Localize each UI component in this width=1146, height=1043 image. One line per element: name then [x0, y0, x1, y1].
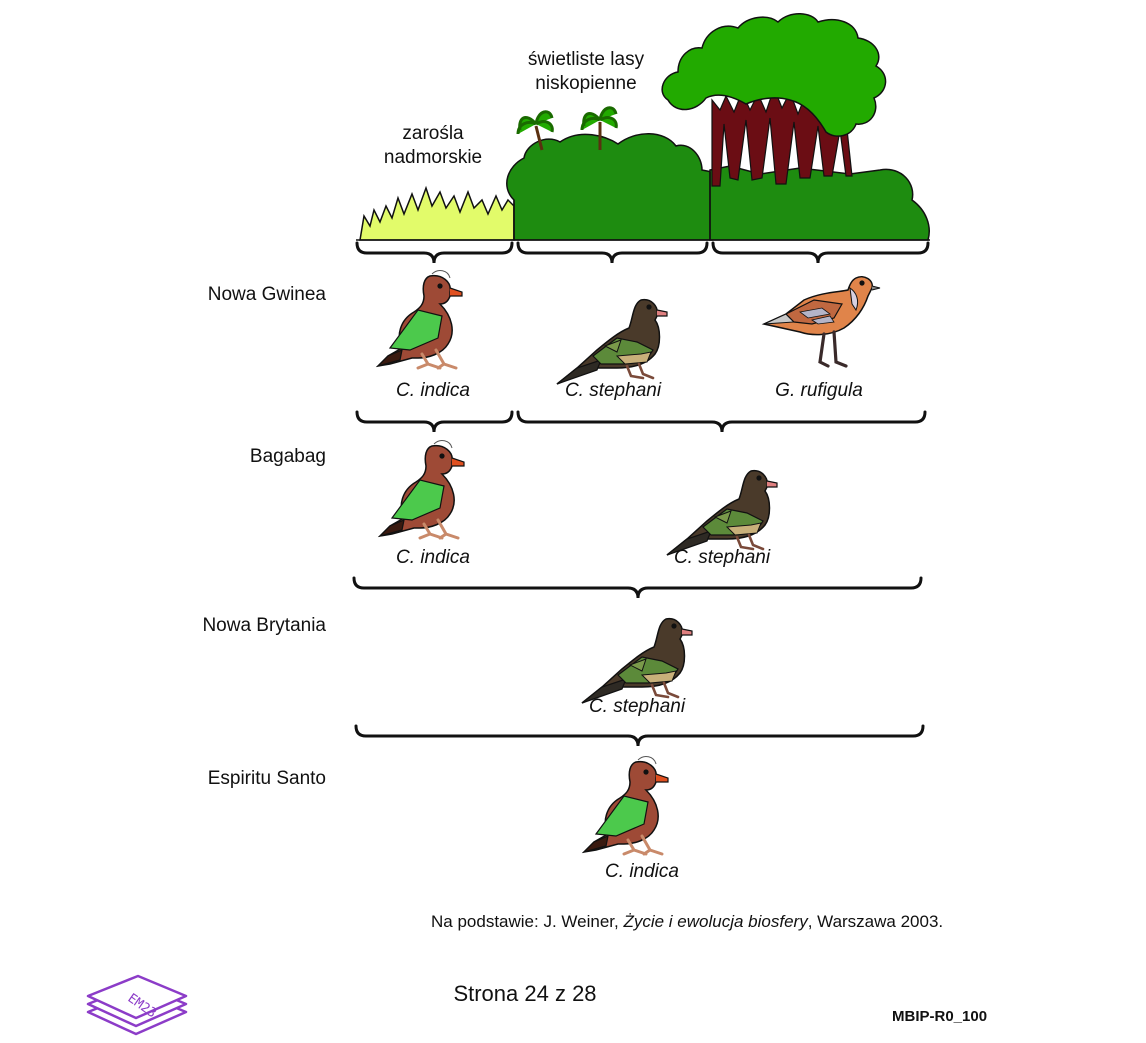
source-suffix: , Warszawa 2003.: [807, 912, 944, 931]
brace-rainforest: [713, 243, 928, 263]
coastal-scrub-area: [360, 188, 514, 240]
species-label: C. indica: [396, 380, 470, 401]
habitat-label-line: świetliste lasy: [527, 49, 645, 70]
brace-open-forest: [518, 243, 707, 263]
island-label-espiritu-santo: Espiritu Santo: [207, 768, 326, 789]
source-note: [431, 911, 943, 933]
em-logo: [88, 976, 186, 1034]
bird-stephani-bagabag: [667, 471, 777, 555]
bird-stephani-new-guinea: [557, 300, 667, 384]
brace-ng-indica: [357, 412, 512, 432]
species-label: C. indica: [605, 861, 679, 882]
species-label: C. stephani: [588, 696, 686, 717]
logo-text: EM23: [124, 990, 159, 1022]
brace-new-britain: [356, 726, 923, 746]
habitat-label-line: nadmorskie: [383, 147, 483, 168]
bird-indica-espiritu-santo: [576, 757, 668, 854]
forest-understory: [710, 166, 929, 240]
brace-bagabag: [354, 578, 921, 598]
bird-stephani-new-britain: [582, 619, 692, 703]
species-label: G. rufigula: [775, 380, 863, 401]
brace-coastal: [357, 243, 512, 263]
brace-ng-forest: [518, 412, 925, 432]
habitat-label-coastal: [353, 122, 513, 170]
open-forest-area: [507, 134, 712, 240]
habitat-label-line: niskopienne: [535, 73, 637, 94]
source-title: Życie i ewolucja biosfery: [623, 912, 808, 931]
bird-indica-new-guinea: [370, 271, 462, 368]
species-label: C. stephani: [564, 380, 662, 401]
habitat-label-open-forest: [491, 48, 681, 96]
island-label-bagabag: Bagabag: [249, 446, 326, 467]
bird-rufigula-new-guinea: [764, 277, 880, 366]
island-label-new-guinea: Nowa Gwinea: [207, 284, 326, 305]
habitat-label-line: zarośla: [402, 123, 464, 144]
island-label-new-britain: Nowa Brytania: [202, 615, 326, 636]
page-number: Strona 24 z 28: [453, 981, 597, 1006]
species-label: C. indica: [396, 547, 470, 568]
document-code: MBIP-R0_100: [892, 1008, 988, 1025]
source-prefix: Na podstawie: J. Weiner,: [431, 912, 624, 931]
bird-indica-bagabag: [372, 441, 464, 538]
species-label: C. stephani: [673, 547, 771, 568]
